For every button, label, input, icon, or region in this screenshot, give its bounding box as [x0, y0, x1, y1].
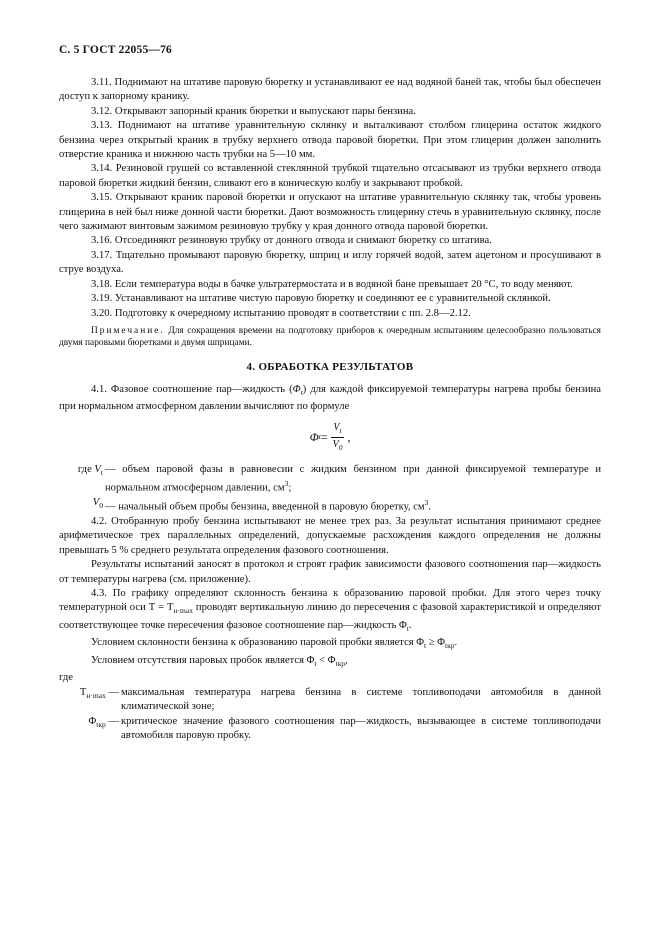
definition-tmax-sym: Т [79, 686, 87, 698]
condition-2-sub1: t [314, 659, 317, 669]
definition-phi-kr-sub: tкр [96, 719, 106, 729]
para-4-3-text-b: проводят вертикальную линию до пересечения с фазовой характеристикой и определяют соответствующее точке пересечения фазовое соотношение пар—жидкость Φ [59, 602, 602, 631]
definition-vt-term [59, 463, 103, 496]
step-3-19: 3.19. Устанавливают на штативе чистую паровую бюретку и соединяют ее с уравнительной склянкой. [91, 293, 551, 305]
definition-v0-text: — начальный объем пробы бензина, введенной в паровую бюретку, см [105, 501, 425, 513]
para-4-2-results: Результаты испытаний заносят в протокол и строят график зависимости фазового соотношения пар—жидкость от температуры нагрева (см. приложение). [59, 559, 601, 585]
step-3-20: 3.20. Подготовку к очередному испытанию проводят в соответствии с пп. 2.8—2.12. [91, 307, 471, 319]
step-3-17: 3.17. Тщательно промывают паровую бюретку, шприц и иглу горячей водой, затем ацетоном и просушивают в струе воздуха. [59, 249, 601, 276]
condition-1-text-c: . [454, 637, 458, 649]
condition-no-vapor-lock [59, 654, 601, 672]
formula-den-sym: V [332, 438, 339, 450]
para-4-3-text-c: . [408, 619, 412, 631]
formula [59, 421, 601, 455]
definition-v0-term [59, 496, 103, 515]
formula-num-sub: t [339, 425, 342, 435]
definition-phi-kr [59, 715, 601, 744]
definition-vt-sup: 3 [284, 479, 289, 489]
condition-1-sub2: tкр [444, 641, 455, 651]
formula-num-sym: V [333, 421, 340, 433]
formula-lhs: Φ [309, 429, 319, 444]
definition-tmax [59, 686, 601, 715]
condition-2-text-a: Условием отсутствия паровых пробок является Φ [91, 654, 315, 666]
definition-v0-sub: 0 [99, 501, 103, 511]
formula-equals: = [320, 429, 328, 444]
phi-subscript: t [300, 387, 303, 397]
para-4-3-sub2: t [406, 623, 409, 633]
document-body [59, 76, 601, 743]
definition-tmax-term: $Т_{н\cdot max}$ — [79, 686, 119, 700]
formula-lhs-sub: t [318, 431, 321, 441]
step-3-12: 3.12. Открывают запорный краник бюретки и выпускают пары бензина. [91, 105, 416, 117]
para-4-1-text-b: ) для каждой фиксируемой температуры нагрева пробы бензина при нормальном атмосферном давлении вычисляют по формуле [59, 383, 601, 413]
step-3-11: 3.11. Поднимают на штативе паровую бюретку и устанавливают ее над водяной баней так, чтобы был обеспечен доступ к запорному кранику. [59, 77, 601, 103]
definition-tmax-text: максимальная температура нагрева бензина в системе топливоподачи автомобиля в данной климатической зоне; [121, 686, 601, 713]
para-4-1-text-a: 4.1. Фазовое соотношение пар—жидкость ( [91, 383, 293, 395]
para-4-2: 4.2. Отобранную пробу бензина испытывают не менее трех раз. За результат испытания принимают среднее арифметическое трех параллельных определений, допускаемые расхождения каждого определения не должны превышать 5 % среднего результата определения фазового соотношения. [59, 515, 601, 556]
definition-vt-sub: t [100, 467, 103, 477]
formula-numerator [331, 421, 343, 438]
condition-1-text-b: ≥ Φ [426, 637, 445, 649]
where-label: где [59, 672, 73, 684]
condition-2-text-c: , [345, 654, 348, 666]
page-header: С. 5 ГОСТ 22055—76 [59, 44, 172, 56]
para-4-3-sub1: н·max [173, 606, 193, 616]
note [59, 325, 601, 349]
definition-v0-body [105, 496, 601, 515]
section-title: 4. ОБРАБОТКА РЕЗУЛЬТАТОВ [246, 361, 414, 374]
definition-tmax-sub: н·max [86, 690, 106, 700]
note-text: Для сокращения времени на подготовку приборов к очередным испытаниям целесообразно пользоваться двумя паровыми бюретками и двумя шприцами. [59, 325, 601, 349]
definition-phi-kr-sym: Φ [88, 715, 97, 727]
condition-1-text-a: Условием склонности бензина к образованию паровой пробки является Φ [91, 637, 425, 649]
definition-vt-prefix: где [77, 463, 95, 475]
note-label: Примечание. [91, 325, 165, 336]
definition-v0-sup: 3 [424, 497, 429, 507]
condition-1-sub1: t [424, 641, 427, 651]
condition-2-sub2: tкр [335, 659, 345, 669]
para-4-3 [59, 587, 601, 636]
definition-phi-kr-term: $\Phi_{tкр}$ — [88, 715, 119, 729]
formula-den-sub: 0 [338, 442, 343, 452]
definition-v0 [59, 496, 601, 515]
step-3-16: 3.16. Отсоединяют резиновую трубку от донного отвода и снимают бюретку со штатива. [91, 235, 492, 247]
formula-fraction [331, 421, 345, 454]
definition-vt-sym: V [94, 463, 101, 475]
definition-vt [59, 463, 601, 496]
condition-2-text-b: < Φ [316, 654, 336, 666]
para-4-3-text-a: 4.3. По графику определяют склонность бензина к образованию паровой пробки. Для этого через точку температурной оси Т = Т [59, 587, 601, 614]
formula-tail: , [347, 429, 351, 444]
definition-phi-kr-text: критическое значение фазового соотношения пар—жидкость, вызывающее в системе топливоподачи автомобиля паровую пробку. [121, 715, 601, 742]
definition-vt-end: ; [288, 482, 292, 494]
definition-v0-sym: V [92, 496, 100, 508]
definition-vt-body [105, 463, 601, 496]
formula-definitions [59, 463, 601, 515]
definition-v0-end: . [428, 501, 431, 513]
condition-vapor-lock [59, 636, 601, 654]
definition-vt-text: — объем паровой фазы в равновесии с жидким бензином при данной фиксируемой температуре и нормальном атмосферном давлении, см [105, 463, 601, 494]
step-3-18: 3.18. Если температура воды в бачке ультратермостата и в водяной бане превышает 20 °С, то воду меняют. [91, 278, 573, 290]
step-3-15: 3.15. Открывают краник паровой бюретки и опускают на штативе уравнительную склянку так, чтобы уровень глицерина в ней был ниже донной части бюретки. Дают возможность глицерину стечь в уравнительную склянку, после чего зажимают винтовым зажимом резиновую трубку у края донного отвода паровой бюретки. [59, 192, 601, 233]
para-4-1 [59, 383, 601, 415]
formula-denominator [331, 438, 345, 454]
phi-symbol: Φ [292, 383, 301, 395]
step-3-13: 3.13. Поднимают на штативе уравнительную склянку и выталкивают столбом глицерина остаток жидкого бензина через открытый краник в трубку верхнего отвода паровой бюретки. При этом глицерин должен заполнить отверстие краника и нижнюю часть трубки на 5—10 мм. [59, 120, 601, 161]
step-3-14: 3.14. Резиновой грушей со вставленной стеклянной трубкой тщательно отсасывают из трубки верхнего отвода паровой бюретки жидкий бензин, сливают его в коническую колбу и закрывают пробкой. [59, 163, 601, 189]
